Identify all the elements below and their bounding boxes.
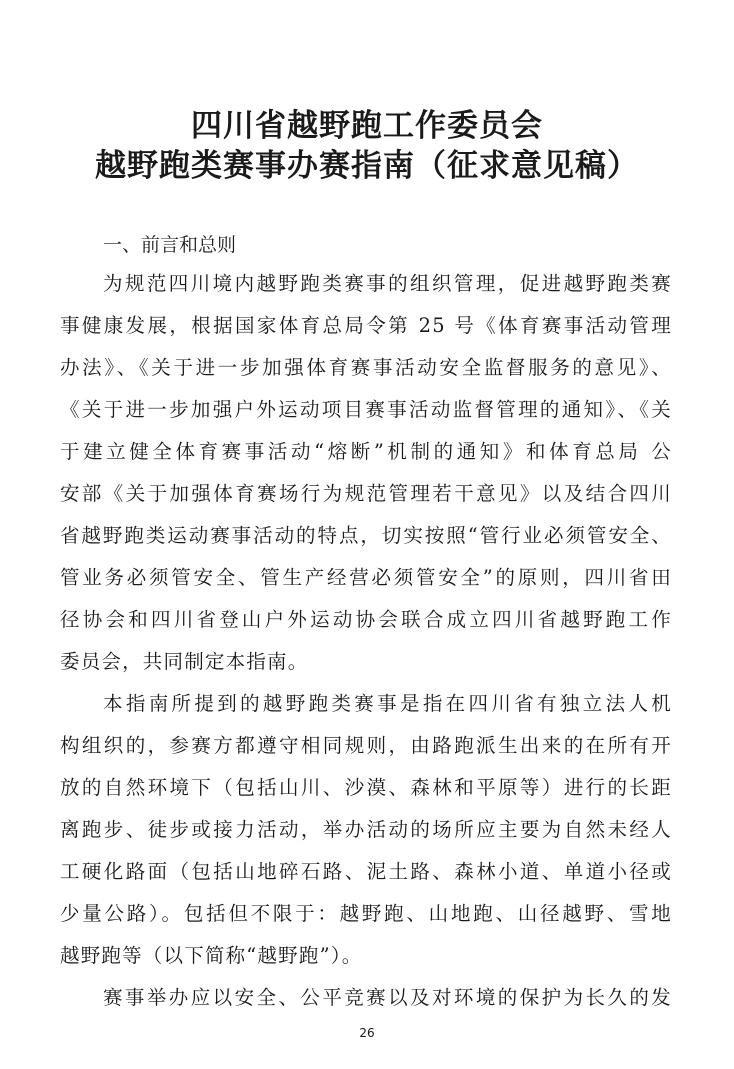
paragraph-line: 放的自然环境下（包括山川、沙漠、森林和平原等）进行的长距 [60,776,672,799]
paragraph-line: 委员会，共同制定本指南。 [60,650,309,673]
paragraph-line: 省越野跑类运动赛事活动的特点，切实按照“管行业必须管安全、 [60,524,672,547]
paragraph-line: 越野跑等（以下简称“越野跑”）。 [60,944,363,967]
paragraph-line: 本指南所提到的越野跑类赛事是指在四川省有独立法人机 [103,692,672,715]
paragraph-line: 赛事举办应以安全、公平竞赛以及对环境的保护为长久的发 [103,986,672,1009]
document-title-line-2: 越野跑类赛事办赛指南（征求意见稿） [95,148,639,184]
paragraph-line: 工硬化路面（包括山地碎石路、泥土路、森林小道、单道小径或 [60,860,672,883]
paragraph-line: 《关于进一步加强户外运动项目赛事活动监督管理的通知》、《关 [60,398,672,421]
section-heading: 一、前言和总则 [103,234,237,256]
page-number: 26 [359,1026,375,1040]
paragraph-line: 构组织的，参赛方都遵守相同规则，由路跑派生出来的在所有开 [60,734,672,757]
paragraph-line: 事健康发展，根据国家体育总局令第 25 号《体育赛事活动管理 [60,314,672,337]
paragraph-line: 为规范四川境内越野跑类赛事的组织管理，促进越野跑类赛 [103,272,672,295]
paragraph-line: 少量公路）。包括但不限于：越野跑、山地跑、山径越野、雪地 [60,902,672,925]
paragraph-line: 径协会和四川省登山户外运动协会联合成立四川省越野跑工作 [60,608,672,631]
paragraph-line: 离跑步、徒步或接力活动，举办活动的场所应主要为自然未经人 [60,818,672,841]
paragraph-line: 管业务必须管安全、管生产经营必须管安全”的原则，四川省田 [60,566,672,589]
paragraph-line: 办法》、《关于进一步加强体育赛事活动安全监督服务的意见》、 [60,356,672,379]
paragraph-line: 安部《关于加强体育赛场行为规范管理若干意见》以及结合四川 [60,482,672,505]
document-title-line-1: 四川省越野跑工作委员会 [191,108,543,144]
paragraph-line: 于建立健全体育赛事活动“熔断”机制的通知》和体育总局 公 [60,440,672,463]
